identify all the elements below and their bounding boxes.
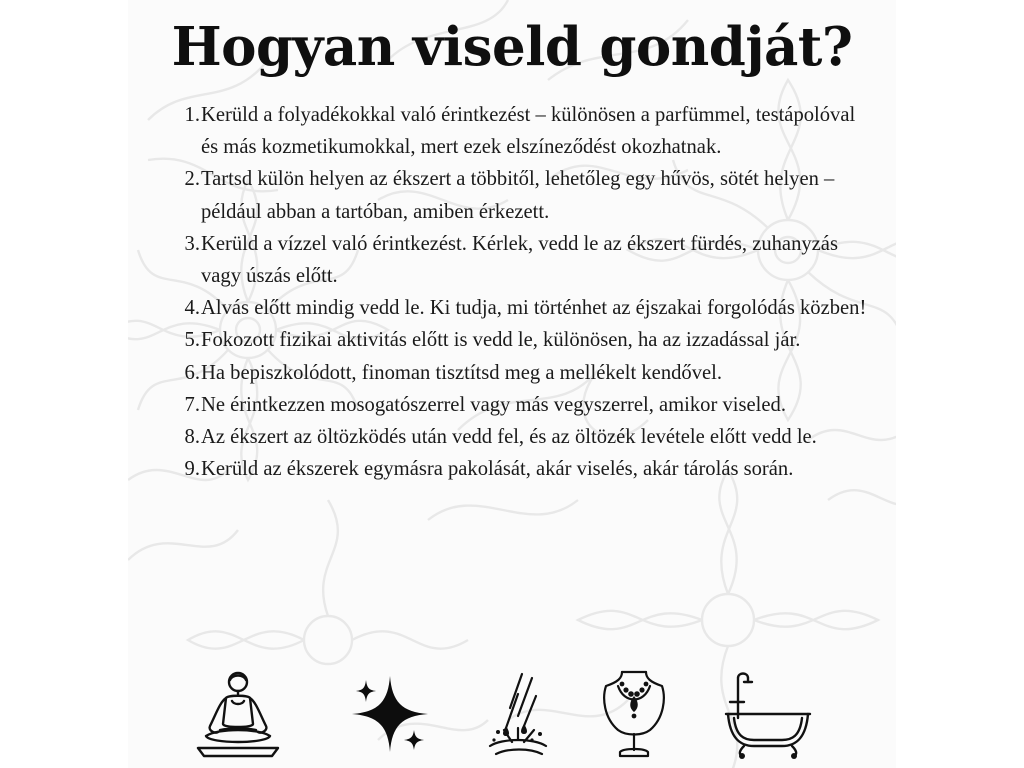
left-margin bbox=[0, 0, 128, 768]
item-number: 8. bbox=[184, 426, 200, 449]
item-text: Ne érintkezzen mosogatószerrel vagy más vegyszerrel, amikor viseled. bbox=[201, 393, 786, 416]
item-text: Ha bepiszkolódott, finoman tisztítsd meg a mellékelt kendővel. bbox=[201, 361, 723, 384]
item-text: Fokozott fizikai aktivitás előtt is vedd le, különösen, ha az izzadással jár. bbox=[201, 329, 801, 352]
list-item bbox=[128, 453, 871, 485]
item-text: Az ékszert az öltözködés után vedd fel, és az öltözék levétele előtt vedd le. bbox=[201, 426, 817, 449]
item-number: 2. bbox=[184, 168, 200, 191]
item-number: 3. bbox=[184, 232, 200, 255]
item-number: 6. bbox=[184, 361, 200, 384]
care-instructions-card bbox=[128, 0, 896, 768]
list-item bbox=[128, 99, 871, 163]
icons-row bbox=[128, 668, 896, 764]
item-text: Alvás előtt mindig vedd le. Ki tudja, mi történhet az éjszakai forgolódás közben! bbox=[201, 297, 867, 320]
item-number: 5. bbox=[184, 329, 200, 352]
list-item bbox=[128, 389, 871, 421]
list-item bbox=[128, 324, 871, 356]
necklace-bust-icon bbox=[598, 668, 670, 762]
meditation-icon bbox=[196, 668, 280, 760]
item-text: Kerüld az ékszerek egymásra pakolását, akár viselés, akár tárolás során. bbox=[201, 458, 794, 481]
list-item bbox=[128, 421, 871, 453]
item-number: 1. bbox=[184, 104, 200, 126]
item-number: 7. bbox=[184, 393, 200, 416]
item-text: Kerüld a vízzel való érintkezést. Kérlek, vedd le az ékszert fürdés, zuhanyzás vagy úszás előtt. bbox=[201, 232, 838, 288]
item-text: Tartsd külön helyen az ékszert a többitől, lehetőleg egy hűvös, sötét helyen – például abban a tartóban, amiben érkezett. bbox=[201, 168, 835, 223]
sparkle-icon bbox=[348, 672, 432, 756]
water-splash-icon bbox=[484, 668, 554, 760]
care-instructions-list bbox=[128, 99, 896, 485]
item-text: Kerüld a folyadékokkal való érintkezést – különösen a parfümmel, testápolóval és más kozmetikumokkal, mert ezek elszíneződést okozhatnak. bbox=[201, 104, 856, 159]
list-item bbox=[128, 228, 871, 292]
list-item bbox=[128, 292, 871, 324]
page-title: Hogyan viseld gondját? bbox=[171, 16, 853, 78]
list-item bbox=[128, 357, 871, 389]
list-item bbox=[128, 163, 871, 227]
item-number: 9. bbox=[184, 458, 200, 481]
bathtub-icon bbox=[720, 668, 816, 762]
right-margin bbox=[896, 0, 1024, 768]
item-number: 4. bbox=[184, 297, 200, 320]
